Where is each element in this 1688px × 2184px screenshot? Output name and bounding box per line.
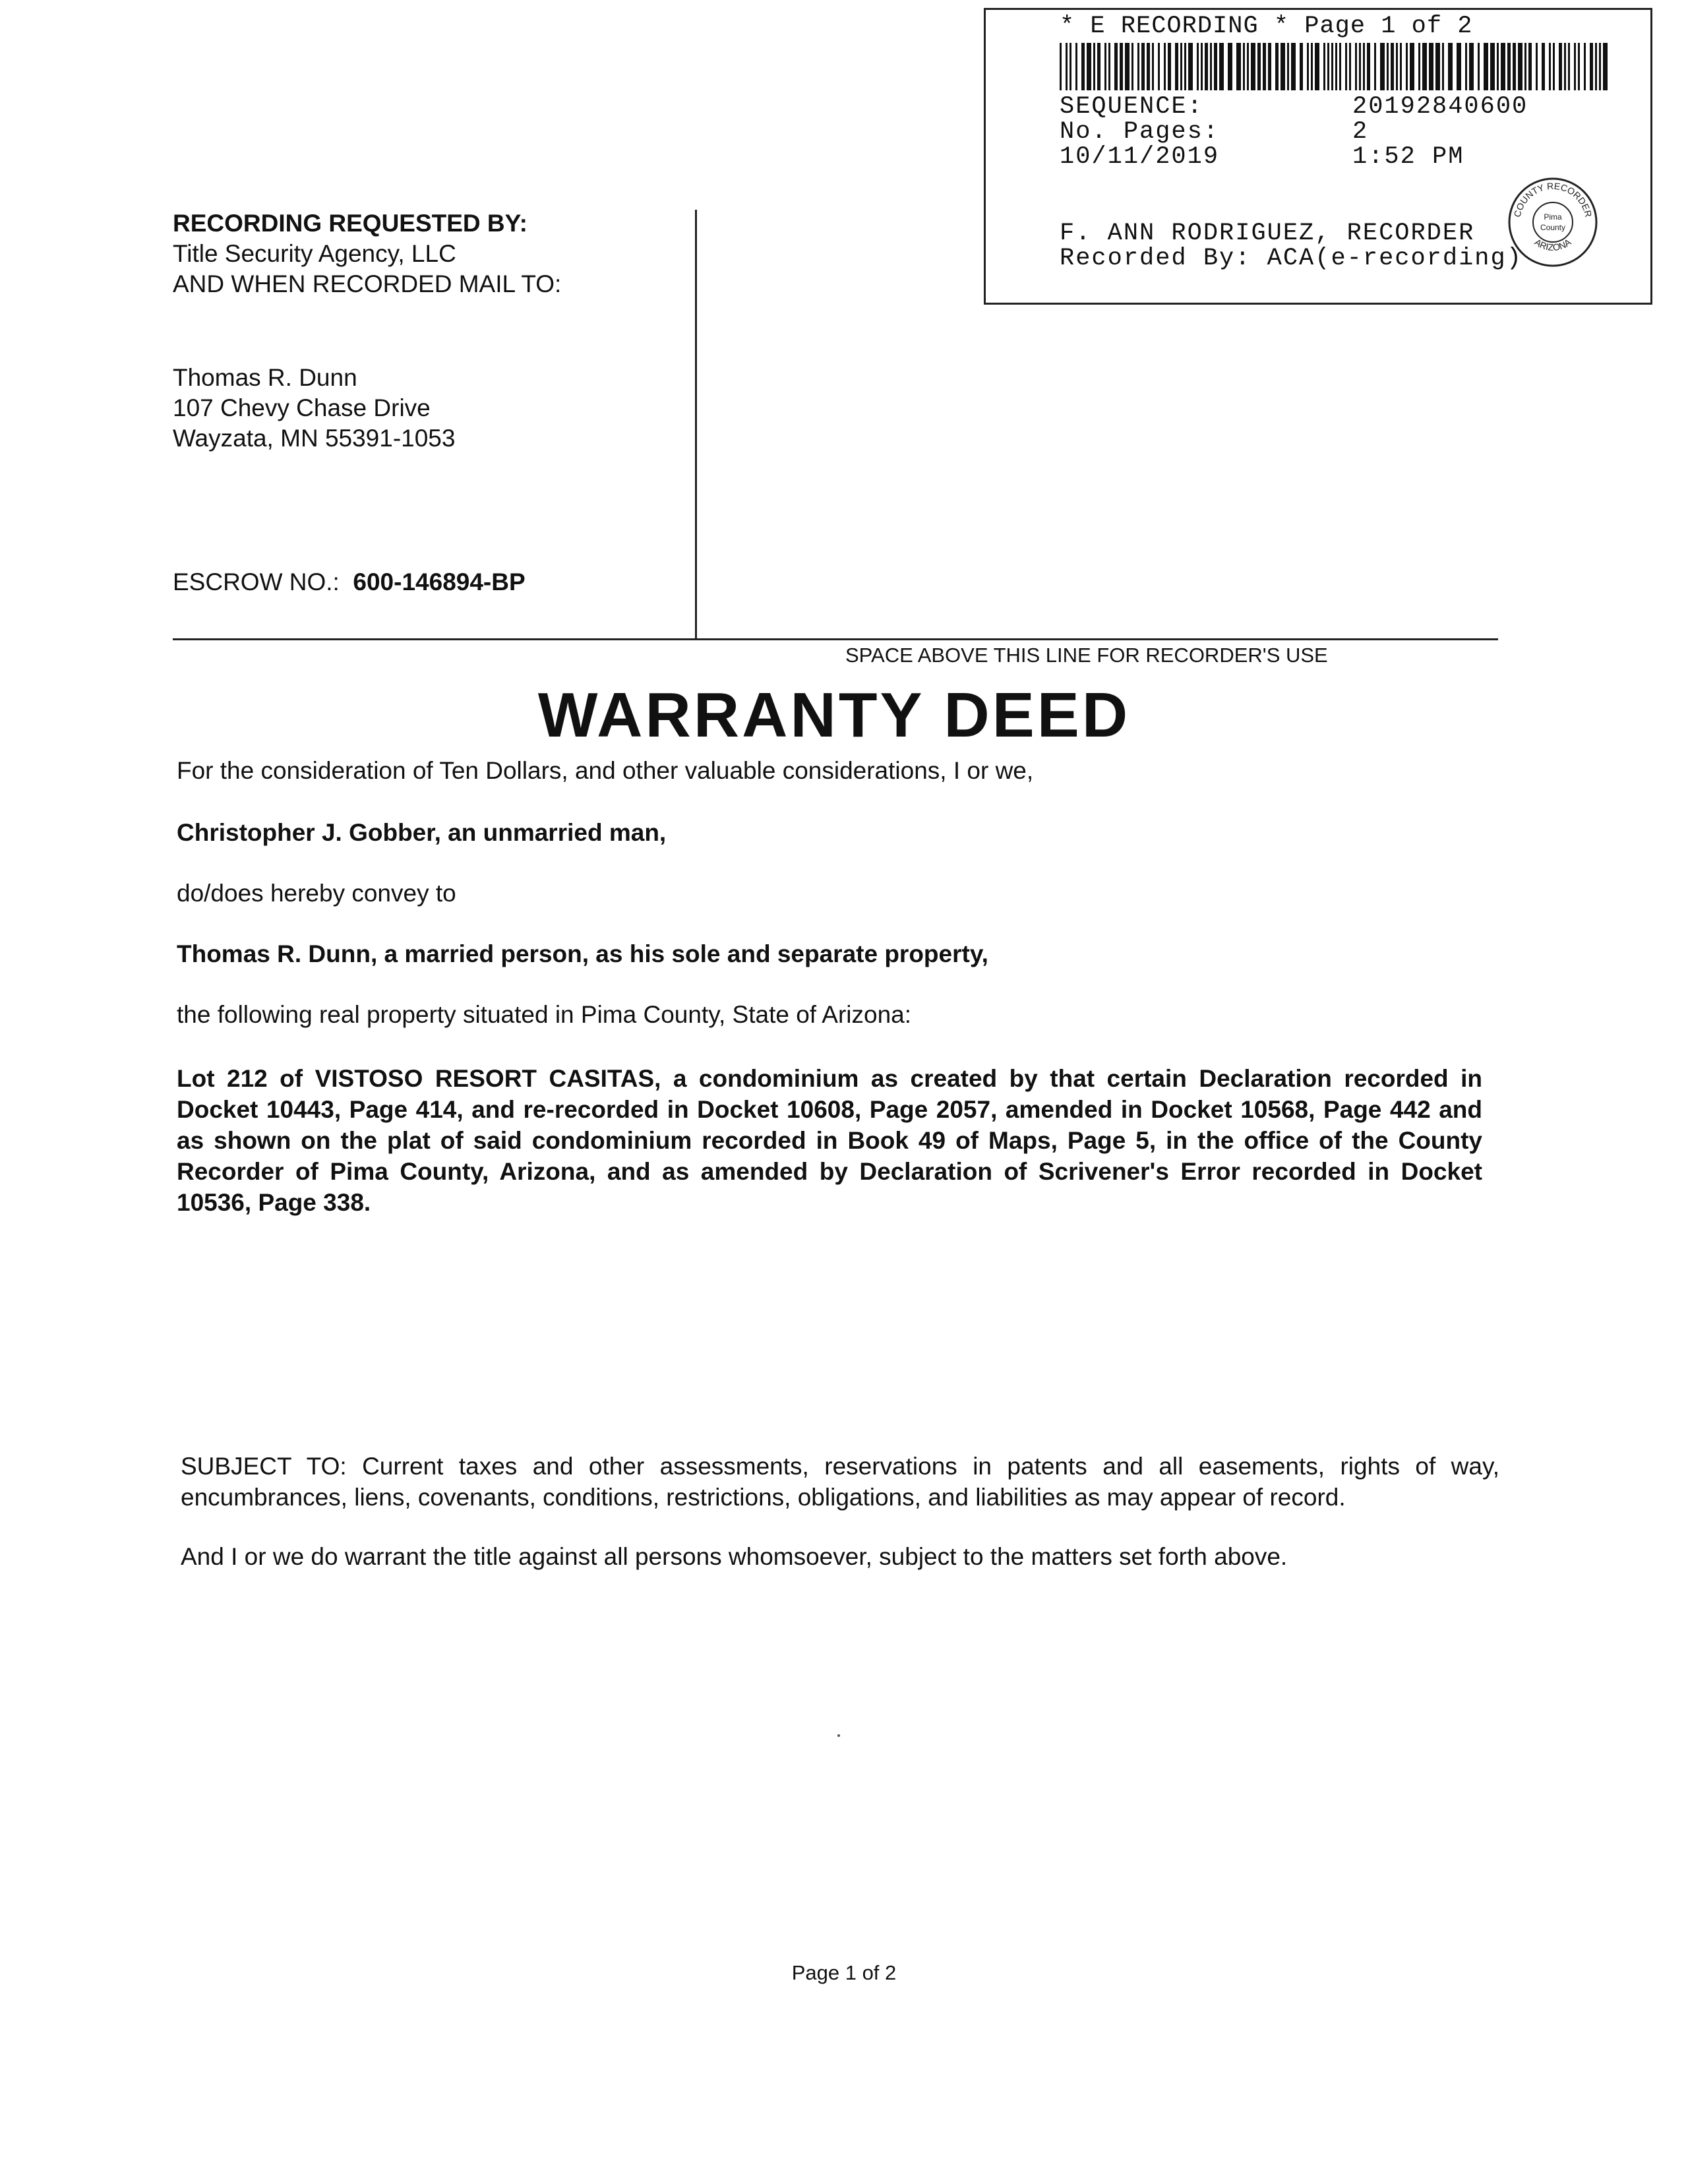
barcode-bar: [1518, 43, 1522, 90]
page-number: Page 1 of 2: [791, 1961, 897, 1984]
barcode-bar: [1120, 43, 1123, 90]
barcode-bar: [1536, 43, 1538, 90]
escrow-label: ESCROW NO.:: [173, 568, 340, 595]
escrow-number: [173, 568, 526, 596]
barcode-bar: [1251, 43, 1255, 90]
barcode-bar: [1553, 43, 1555, 90]
barcode-bar: [1513, 43, 1516, 90]
mail-to-label: AND WHEN RECORDED MAIL TO:: [173, 270, 562, 297]
sequence-value: 20192840600: [1352, 93, 1528, 121]
barcode-bar: [1141, 43, 1145, 90]
barcode-bar: [1478, 43, 1480, 90]
barcode-bar: [1075, 43, 1077, 90]
barcode-bar: [1236, 43, 1241, 90]
barcode-bar: [1147, 43, 1150, 90]
mail-city: Wayzata, MN 55391-1053: [173, 425, 456, 452]
barcode-bar: [1219, 43, 1224, 90]
barcode-bar: [1484, 43, 1488, 90]
barcode-bar: [1590, 43, 1593, 90]
requested-by-label: RECORDING REQUESTED BY:: [173, 210, 528, 237]
stray-mark: [837, 1734, 840, 1737]
barcode-bar: [1524, 43, 1526, 90]
barcode-bar: [1188, 43, 1193, 90]
barcode-bar: [1197, 43, 1199, 90]
barcode-bar: [1175, 43, 1178, 90]
barcode-bar: [1422, 43, 1427, 90]
header-divider-vertical: [695, 210, 697, 640]
barcode-bar: [1400, 43, 1402, 90]
barcode-bar: [1081, 43, 1085, 90]
barcode-bar: [1104, 43, 1106, 90]
barcode-bar: [1247, 43, 1249, 90]
barcode-bar: [1323, 43, 1325, 90]
barcode-bar: [1201, 43, 1203, 90]
warranty-statement: And I or we do warrant the title against all persons whomsoever, subject to the matters set forth above.: [181, 1543, 1288, 1570]
pages-label: No. Pages:: [1060, 118, 1220, 146]
consideration-text: For the consideration of Ten Dollars, and other valuable considerations, I or we,: [177, 757, 1034, 784]
recorded-by: Recorded By: ACA(e-recording): [1060, 245, 1522, 272]
barcode-bar: [1228, 43, 1232, 90]
barcode-bar: [1168, 43, 1171, 90]
barcode-bar: [1410, 43, 1414, 90]
recorder-name: F. ANN RODRIGUEZ, RECORDER: [1060, 220, 1475, 247]
barcode-bar: [1374, 43, 1376, 90]
barcode-bar: [1114, 43, 1118, 90]
record-time: 1:52 PM: [1352, 143, 1464, 171]
barcode-bar: [1355, 43, 1357, 90]
barcode-bar: [1367, 43, 1370, 90]
barcode-bar: [1359, 43, 1361, 90]
barcode-bar: [1564, 43, 1566, 90]
barcode-bar: [1243, 43, 1245, 90]
barcode-bar: [1158, 43, 1160, 90]
barcode-bar: [1300, 43, 1303, 90]
convey-text: do/does hereby convey to: [177, 880, 456, 907]
barcode-bar: [1497, 43, 1499, 90]
legal-description: Lot 212 of VISTOSO RESORT CASITAS, a condominium as created by that certain Declaration recorded in Docket 10443, Page 414, and re-recorded in Docket 10608, Page 2057, amended in Docket 10568, Page 442 and as shown on the plat of said condominium recorded in Book 49 of Maps, Page 5, in the office of the County Recorder of Pima County, Arizona, and as amended by Declaration of Scrivener's Error recorded in Docket 10536, Page 338.: [177, 1065, 1482, 1216]
county-recorder-seal-icon: [1507, 176, 1599, 268]
barcode-bar: [1584, 43, 1586, 90]
barcode-bar: [1574, 43, 1576, 90]
barcode-bar: [1406, 43, 1408, 90]
barcode-bar: [1339, 43, 1341, 90]
barcode-bar: [1205, 43, 1208, 90]
barcode-bar: [1391, 43, 1394, 90]
barcode-bar: [1331, 43, 1333, 90]
grantee: Thomas R. Dunn, a married person, as his sole and separate property,: [177, 940, 988, 967]
record-date: 10/11/2019: [1060, 143, 1220, 171]
barcode-bar: [1387, 43, 1389, 90]
barcode-bar: [1275, 43, 1279, 90]
barcode-bar: [1380, 43, 1385, 90]
barcode-bar: [1559, 43, 1562, 90]
barcode-bar: [1257, 43, 1261, 90]
barcode-bar: [1327, 43, 1329, 90]
barcode-bar: [1595, 43, 1597, 90]
barcode-bar: [1108, 43, 1110, 90]
barcode-bar: [1603, 43, 1608, 90]
barcode-bar: [1097, 43, 1100, 90]
barcode-bar: [1125, 43, 1130, 90]
barcode-bar: [1311, 43, 1313, 90]
barcode-bar: [1281, 43, 1285, 90]
subject-to: SUBJECT TO: Current taxes and other assessments, reservations in patents and all easements, rights of way, encumbrances, liens, covenants, conditions, restrictions, obligations, and liabilities as may appear of record.: [181, 1453, 1499, 1511]
barcode-bar: [1396, 43, 1398, 90]
barcode-bar: [1180, 43, 1182, 90]
barcode-bar: [1469, 43, 1474, 90]
barcode-bar: [1363, 43, 1365, 90]
recording-stamp: [984, 8, 1652, 305]
barcode-bar: [1507, 43, 1511, 90]
barcode-bar: [1501, 43, 1505, 90]
barcode-bar: [1465, 43, 1467, 90]
escrow-value: 600-146894-BP: [353, 568, 526, 595]
barcode-bar: [1263, 43, 1266, 90]
barcode-bar: [1542, 43, 1545, 90]
barcode-bar: [1268, 43, 1271, 90]
barcode-bar: [1599, 43, 1601, 90]
barcode-bar: [1442, 43, 1444, 90]
barcode-bar: [1087, 43, 1091, 90]
barcode-bar: [1335, 43, 1337, 90]
barcode-bar: [1349, 43, 1351, 90]
barcode-bar: [1345, 43, 1347, 90]
barcode-bar: [1418, 43, 1420, 90]
barcode-bar: [1210, 43, 1212, 90]
svg-text:COUNTY RECORDER: COUNTY RECORDER: [1511, 180, 1594, 218]
barcode-bar: [1435, 43, 1440, 90]
svg-text:Pima: Pima: [1544, 212, 1562, 222]
mail-street: 107 Chevy Chase Drive: [173, 394, 431, 421]
barcode-bar: [1448, 43, 1453, 90]
property-intro: the following real property situated in Pima County, State of Arizona:: [177, 1001, 912, 1028]
barcode-bar: [1131, 43, 1133, 90]
svg-text:ARIZONA: ARIZONA: [1532, 236, 1573, 253]
requested-by: Title Security Agency, LLC: [173, 240, 456, 267]
barcode-bar: [1184, 43, 1186, 90]
barcode: [1060, 43, 1610, 90]
barcode-bar: [1291, 43, 1296, 90]
barcode-bar: [1578, 43, 1580, 90]
barcode-bar: [1457, 43, 1461, 90]
barcode-bar: [1549, 43, 1551, 90]
barcode-bar: [1568, 43, 1570, 90]
page-title: WARRANTY DEED: [537, 680, 1131, 750]
barcode-bar: [1490, 43, 1495, 90]
barcode-bar: [1315, 43, 1319, 90]
barcode-bar: [1429, 43, 1433, 90]
barcode-bar: [1060, 43, 1062, 90]
barcode-bar: [1093, 43, 1095, 90]
barcode-bar: [1164, 43, 1166, 90]
sequence-label: SEQUENCE:: [1060, 93, 1203, 121]
svg-text:County: County: [1540, 223, 1566, 232]
barcode-bar: [1214, 43, 1217, 90]
barcode-bar: [1066, 43, 1068, 90]
recorder-space-line: [173, 638, 1498, 640]
barcode-bar: [1307, 43, 1309, 90]
space-above-note: SPACE ABOVE THIS LINE FOR RECORDER'S USE: [845, 644, 1328, 667]
barcode-bar: [1287, 43, 1289, 90]
mail-name: Thomas R. Dunn: [173, 364, 357, 391]
barcode-bar: [1152, 43, 1154, 90]
barcode-bar: [1070, 43, 1071, 90]
stamp-header: * E RECORDING * Page 1 of 2: [1060, 13, 1473, 40]
barcode-bar: [1137, 43, 1139, 90]
grantor: Christopher J. Gobber, an unmarried man,: [177, 819, 667, 846]
pages-value: 2: [1352, 118, 1369, 146]
barcode-bar: [1528, 43, 1532, 90]
